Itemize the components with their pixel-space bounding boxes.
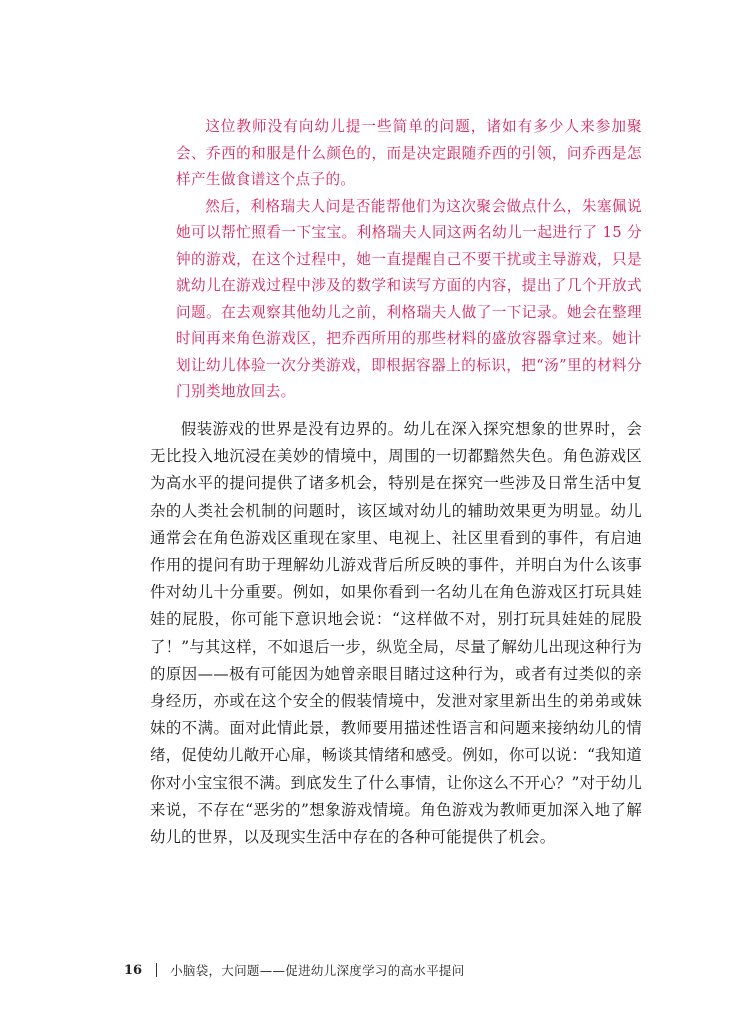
main-text	[150, 416, 642, 851]
footer-divider	[156, 963, 157, 977]
page-number: 16	[124, 962, 143, 978]
page-footer	[124, 960, 465, 980]
body-paragraph: 假装游戏的世界是没有边界的。幼儿在深入探究想象的世界时，会无比投入地沉浸在美妙的情境中，周围的一切都黯然失色。角色游戏区为高水平的提问提供了诸多机会，特别是在探究一些涉及日常生活中复杂的人类社会机制的问题时，该区域对幼儿的辅助效果更为明显。幼儿通常会在角色游戏区重现在家里、电视上、社区里看到的事件，有启迪作用的提问有助于理解幼儿游戏背后所反映的事件，并明白为什么该事件对幼儿十分重要。例如，如果你看到一名幼儿在角色游戏区打玩具娃娃的屁股，你可能下意识地会说：“这样做不对，别打玩具娃娃的屁股了！”与其这样，不如退后一步，纵览全局，尽量了解幼儿出现这种行为的原因——极有可能因为她曾亲眼目睹过这种行为，或者有过类似的亲身经历，亦或在这个安全的假装情境中，发泄对家里新出生的弟弟或妹妹的不满。面对此情此景，教师要用描述性语言和问题来接纳幼儿的情绪，促使幼儿敞开心扉，畅谈其情绪和感受。例如，你可以说：“我知道你对小宝宝很不满。到底发生了什么事情，让你这么不开心？”对于幼儿来说，不存在“恶劣的”想象游戏情境。角色游戏为教师更加深入地了解幼儿的世界，以及现实生活中存在的各种可能提供了机会。	[150, 420, 642, 847]
callout-paragraph-2: 然后，利格瑞夫人问是否能帮他们为这次聚会做点什么，朱塞佩说她可以帮忙照看一下宝宝。利格瑞夫人同这两名幼儿一起进行了 15 分钟的游戏，在这个过程中，她一直提醒自己不要干扰或主导游戏，只是就幼儿在游戏过程中涉及的数学和读写方面的内容，提出了几个开放式问题。在去观察其他幼儿之前，利格瑞夫人做了一下记录。她会在整理时间再来角色游戏区，把乔西所用的那些材料的盛放容器拿过来。她计划让幼儿体验一次分类游戏，即根据容器上的标识，把“汤”里的材料分门别类地放回去。	[176, 197, 642, 400]
running-book-title: 小脑袋，大问题——促进幼儿深度学习的高水平提问	[170, 963, 465, 978]
callout-paragraph-1: 这位教师没有向幼儿提一些简单的问题，诸如有多少人来参加聚会、乔西的和服是什么颜色的，而是决定跟随乔西的引领，问乔西是怎样产生做食谱这个点子的。	[176, 118, 642, 188]
case-example-callout	[176, 114, 642, 406]
